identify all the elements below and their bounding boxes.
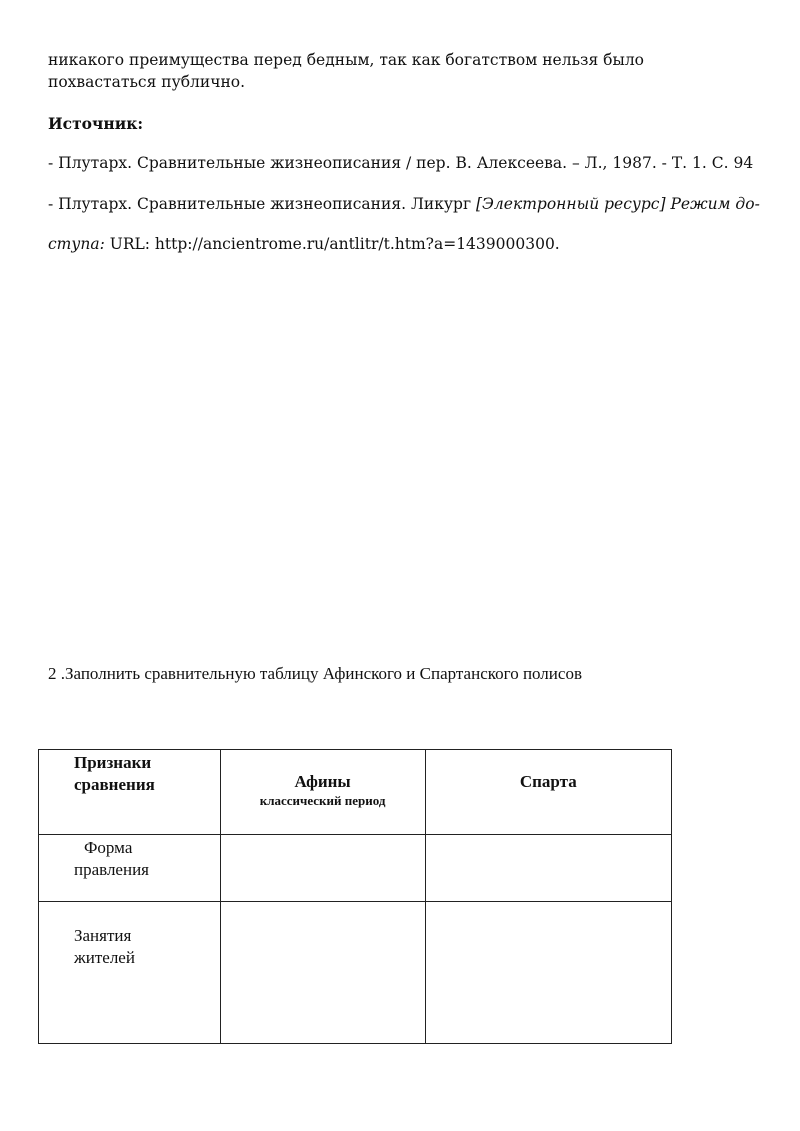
row-label-line1: Занятия: [74, 926, 132, 945]
paragraph-line: похвастаться публично.: [48, 73, 246, 91]
reference-2: [48, 195, 760, 213]
table-row: [39, 835, 672, 902]
reference-url: URL: http://ancientrome.ru/antlitr/t.htm?a=1439000300.: [104, 235, 560, 253]
table-row: [39, 902, 672, 1044]
header-criteria-line1: Признаки: [74, 753, 152, 772]
row-label-occupations: [39, 902, 221, 1044]
paragraph-line: никакого преимущества перед бедным, так как богатством нельзя было: [48, 51, 645, 69]
row-label-line1: Форма: [84, 838, 133, 857]
source-heading: Источник:: [48, 114, 144, 133]
reference-2-text: - Плутарх. Сравнительные жизнеописания. Ликург: [48, 195, 476, 213]
cell-athens-government[interactable]: [220, 835, 425, 902]
header-criteria: [39, 750, 221, 835]
cell-athens-occupations[interactable]: [220, 902, 425, 1044]
reference-1: - Плутарх. Сравнительные жизнеописания / пер. В. Алексеева. – Л., 1987. - Т. 1. С. 94: [48, 154, 754, 172]
comparison-table: [38, 749, 672, 1044]
header-athens: [220, 750, 425, 835]
header-sparta: Спарта: [425, 750, 671, 835]
row-label-government: [39, 835, 221, 902]
header-athens-title: Афины: [294, 772, 351, 791]
row-label-line2: правления: [74, 860, 149, 879]
header-athens-subtitle: классический период: [259, 793, 386, 808]
cell-sparta-government[interactable]: [425, 835, 671, 902]
header-criteria-line2: сравнения: [74, 775, 155, 794]
cell-sparta-occupations[interactable]: [425, 902, 671, 1044]
task-title: 2 .Заполнить сравнительную таблицу Афинского и Спартанского полисов: [48, 664, 582, 683]
reference-2-continued: [48, 235, 560, 253]
reference-2-italic: [Электронный ресурс] Режим до-: [476, 195, 760, 213]
table-header-row: [39, 750, 672, 835]
row-label-line2: жителей: [74, 948, 135, 967]
reference-2-italic-cont: ступа:: [48, 235, 105, 253]
